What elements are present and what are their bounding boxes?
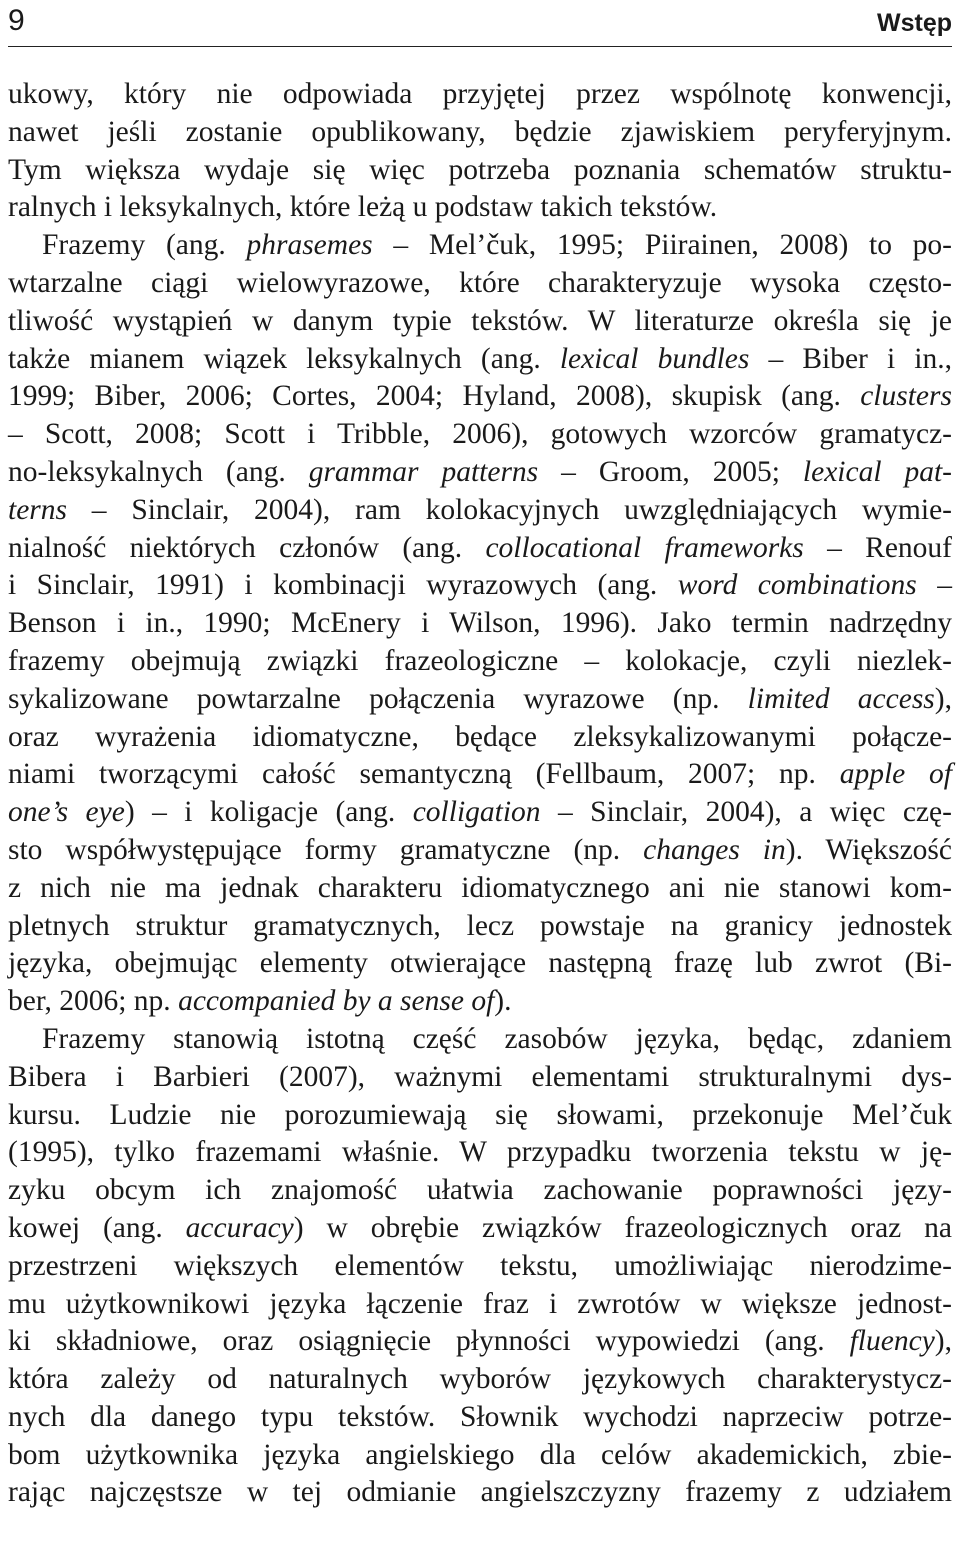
text-run: tliwość wystąpień w danym typie tekstów. W literaturze określa się je — [8, 304, 952, 337]
text-line — [8, 719, 952, 757]
text-run: ), — [934, 682, 952, 715]
text-run: ber, 2006; np. — [8, 985, 179, 1018]
text-run: 1999; Biber, 2006; Cortes, 2004; Hyland, 2008), skupisk (ang. — [8, 380, 861, 413]
text-line — [8, 1323, 952, 1361]
text-line — [8, 341, 952, 379]
text-run: kowej (ang. — [8, 1211, 186, 1244]
text-line — [8, 1210, 952, 1248]
text-line — [8, 643, 952, 681]
text-run: i Sinclair, 1991) i kombinacji wyrazowych (ang. — [8, 569, 678, 602]
italic-term: clusters — [860, 380, 952, 413]
text-run: mu użytkownikowi języka łączenie fraz i zwrotów w większe jednost- — [8, 1287, 952, 1320]
text-run: bom użytkownika języka angielskiego dla celów akademickich, zbie- — [8, 1438, 952, 1471]
text-run: – Sinclair, 2004), ram kolokacyjnych uwzględniających wymie- — [67, 493, 952, 526]
page-number: 9 — [8, 4, 25, 37]
italic-term: changes in — [643, 833, 786, 866]
text-run: ukowy, który nie odpowiada przyjętej przez wspólnotę konwencji, — [8, 78, 952, 110]
text-run: kursu. Ludzie nie porozumiewają się słowami, przekonuje Mel’čuk — [8, 1098, 952, 1131]
italic-term: collocational frameworks — [485, 531, 804, 564]
text-run: – Sinclair, 2004), a więc czę- — [540, 796, 952, 829]
text-run: wtarzalne ciągi wielowyrazowe, które charakteryzuje wysoka często- — [8, 266, 952, 299]
text-line — [8, 1361, 952, 1399]
text-run: języka, obejmując elementy otwierające następną frazę lub zwrot (Bi- — [8, 947, 952, 980]
text-run: ralnych i leksykalnych, które leżą u podstaw takich tekstów. — [8, 191, 718, 224]
text-line — [8, 567, 952, 605]
italic-term: fluency — [849, 1325, 935, 1358]
text-line — [8, 794, 952, 832]
text-line — [8, 1286, 952, 1324]
text-run: także mianem wiązek leksykalnych (ang. — [8, 342, 560, 375]
text-run: Frazemy (ang. — [42, 229, 247, 262]
text-run: – Scott, 2008; Scott i Tribble, 2006), gotowych wzorców gramatycz- — [8, 418, 952, 451]
text-line — [8, 1474, 952, 1512]
text-run: Frazemy stanowią istotną część zasobów języka, będąc, zdaniem — [42, 1022, 952, 1055]
text-run: przestrzeni większych elementów tekstu, umożliwiając nierodzime- — [8, 1249, 952, 1282]
text-run: nych dla danego typu tekstów. Słownik wychodzi naprzeciw potrze- — [8, 1400, 952, 1433]
text-run: sykalizowane powtarzalne połączenia wyrazowe (np. — [8, 682, 748, 715]
text-line — [8, 454, 952, 492]
text-line — [8, 1437, 952, 1475]
italic-term: terns — [8, 493, 67, 526]
text-run: Benson i in., 1990; McEnery i Wilson, 1996). Jako termin nadrzędny — [8, 607, 952, 640]
text-run: rając najczęstsze w tej odmianie angielszczyzny frazemy z udziałem — [8, 1476, 952, 1509]
text-run: – Renouf — [803, 531, 952, 564]
text-line — [8, 1172, 952, 1210]
text-run: zyku obcym ich znajomość ułatwia zachowanie poprawności języ- — [8, 1174, 952, 1207]
text-run: – Biber i in., — [749, 342, 953, 375]
text-run: która zależy od naturalnych wyborów językowych charakterystycz- — [8, 1363, 952, 1396]
text-line — [8, 114, 952, 152]
italic-term: colligation — [412, 796, 541, 829]
text-line — [8, 1248, 952, 1286]
text-line — [8, 681, 952, 719]
text-line — [8, 378, 952, 416]
text-line — [8, 1399, 952, 1437]
text-line — [8, 908, 952, 946]
text-run: ) w obrębie związków frazeologicznych oraz na — [293, 1211, 952, 1244]
body-text — [8, 76, 952, 1512]
text-line — [8, 1134, 952, 1172]
text-run: nialność niektórych członów (ang. — [8, 531, 486, 564]
text-line — [8, 1021, 952, 1059]
text-line — [8, 189, 952, 227]
text-line — [8, 303, 952, 341]
text-line — [8, 756, 952, 794]
italic-term: lexical bundles — [559, 342, 750, 375]
text-line — [8, 983, 952, 1021]
text-run: frazemy obejmują związki frazeologiczne – kolokacje, czyli niezlek- — [8, 644, 952, 677]
text-run: ), — [934, 1325, 952, 1358]
text-line — [8, 605, 952, 643]
text-line — [8, 416, 952, 454]
italic-term: word combinations — [677, 569, 917, 602]
text-line — [8, 492, 952, 530]
text-run: – — [916, 569, 953, 602]
text-line — [8, 265, 952, 303]
text-run: nawet jeśli zostanie opublikowany, będzie zjawiskiem peryferyjnym. — [8, 115, 952, 148]
text-line — [8, 1059, 952, 1097]
text-run: sto współwystępujące formy gramatyczne (np. — [8, 833, 644, 866]
text-run: ) – i koligacje (ang. — [124, 796, 413, 829]
text-run: Tym większa wydaje się więc potrzeba poznania schematów struktu- — [8, 153, 952, 186]
page-header — [8, 0, 952, 47]
text-run: ). Większość — [785, 833, 953, 866]
text-run: Bibera i Barbieri (2007), ważnymi elementami strukturalnymi dys- — [8, 1060, 952, 1093]
text-run: no-leksykalnych (ang. — [8, 455, 309, 488]
text-line — [8, 832, 952, 870]
text-run: – Groom, 2005; — [538, 455, 803, 488]
text-run: – Mel’čuk, 1995; Piirainen, 2008) to po- — [372, 229, 953, 262]
text-run: z nich nie ma jednak charakteru idiomatycznego ani nie stanowi kom- — [8, 871, 952, 904]
text-line — [8, 1097, 952, 1135]
text-line — [8, 152, 952, 190]
italic-term: phrasemes — [246, 229, 373, 262]
text-run: ). — [494, 985, 512, 1018]
text-line — [8, 945, 952, 983]
italic-term: limited access — [747, 682, 935, 715]
text-line — [8, 227, 952, 265]
italic-term: one’s eye — [8, 796, 125, 829]
text-run: pletnych struktur gramatycznych, lecz powstaje na granicy jednostek — [8, 909, 952, 942]
text-run: ki składniowe, oraz osiągnięcie płynności wypowiedzi (ang. — [8, 1325, 850, 1358]
italic-term: grammar patterns — [308, 455, 539, 488]
text-line — [8, 76, 952, 114]
text-run: niami tworzącymi całość semantyczną (Fellbaum, 2007; np. — [8, 758, 840, 791]
italic-term: accuracy — [185, 1211, 294, 1244]
text-run: (1995), tylko frazemami właśnie. W przypadku tworzenia tekstu w ję- — [8, 1136, 952, 1169]
text-line — [8, 530, 952, 568]
running-head: Wstęp — [877, 9, 952, 37]
italic-term: accompanied by a sense of — [178, 985, 495, 1018]
italic-term: lexical pat- — [802, 455, 953, 488]
italic-term: apple of — [839, 758, 952, 791]
text-line — [8, 870, 952, 908]
text-run: oraz wyrażenia idiomatyczne, będące zleksykalizowanymi połącze- — [8, 720, 952, 753]
